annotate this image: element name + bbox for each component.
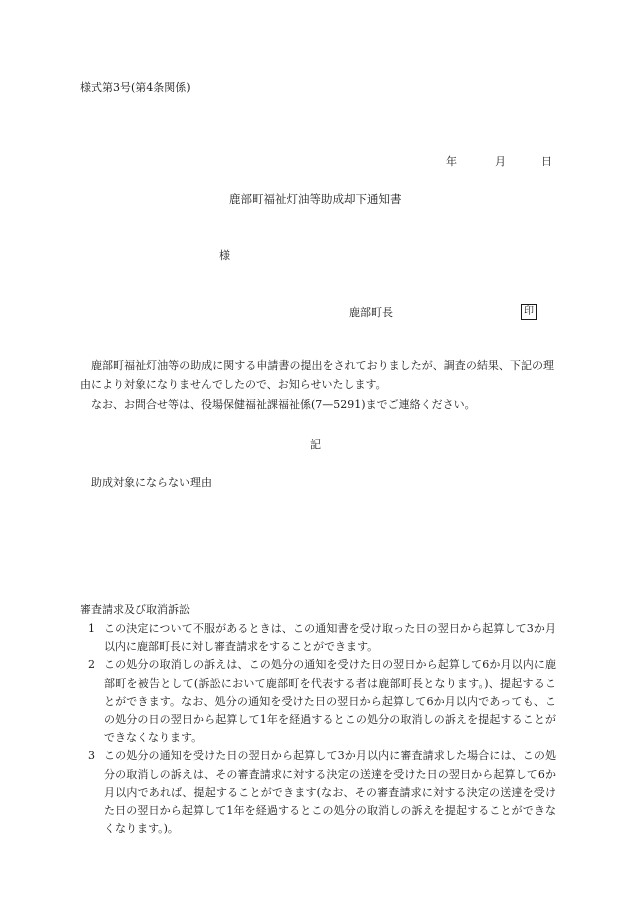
contact-note: なお、お問合せ等は、役場保健福祉課福祉係(7—5291)までご連絡ください。 (91, 398, 476, 411)
appeal-item-text: この処分の通知を受けた日の翌日から起算して3か月以内に審査請求した場合には、この処分の取消しの訴えは、その審査請求に対する決定の送達を受けた日の翌日から起算して6か月以内であれば、提起することができます(なお、その審査請求に対する決定の送達を受けた日の翌日から起算して1年を経過するとこの処分の取消しの訴えを提起することができなくなります。)。 (104, 749, 556, 836)
appeal-heading: 審査請求及び取消訴訟 (80, 603, 190, 616)
appeal-item-number: 2 (88, 658, 95, 672)
appeal-item-number: 1 (88, 622, 95, 635)
appeal-item-3 (80, 747, 556, 838)
seal-mark: 印 (521, 304, 537, 320)
appeal-list (80, 620, 556, 838)
appeal-item-text: この決定について不服があるときは、この通知書を受け取った日の翌日から起算して3か月以内に鹿部町長に対し審査請求をすることができます。 (104, 622, 556, 654)
date-month-label: 月 (495, 155, 506, 168)
date-year-label: 年 (446, 155, 457, 168)
issuer-name: 鹿部町長 (349, 306, 393, 319)
appeal-item-number: 3 (88, 749, 95, 763)
appeal-item-1 (80, 620, 556, 656)
addressee-suffix: 様 (219, 249, 230, 262)
form-number: 様式第3号(第4条関係) (80, 81, 191, 94)
appeal-item-2 (80, 656, 556, 747)
document-title: 鹿部町福祉灯油等助成却下通知書 (229, 192, 402, 206)
ki-heading: 記 (310, 438, 321, 451)
notice-body: 鹿部町福祉灯油等の助成に関する申請書の提出をされておりましたが、調査の結果、下記の理由により対象になりませんでしたので、お知らせいたします。 (80, 359, 554, 391)
reason-label: 助成対象にならない理由 (91, 476, 212, 489)
appeal-item-text: この処分の取消しの訴えは、この処分の通知を受けた日の翌日から起算して6か月以内に鹿部町を被告として(訴訟において鹿部町を代表する者は鹿部町長となります。)、提起することができます。なお、処分の通知を受けた日の翌日から起算して6か月以内であっても、この処分の日の翌日から起算して1年を経過するとこの処分の取消しの訴えを提起することができなくなります。 (104, 658, 556, 745)
date-day-label: 日 (541, 155, 552, 168)
